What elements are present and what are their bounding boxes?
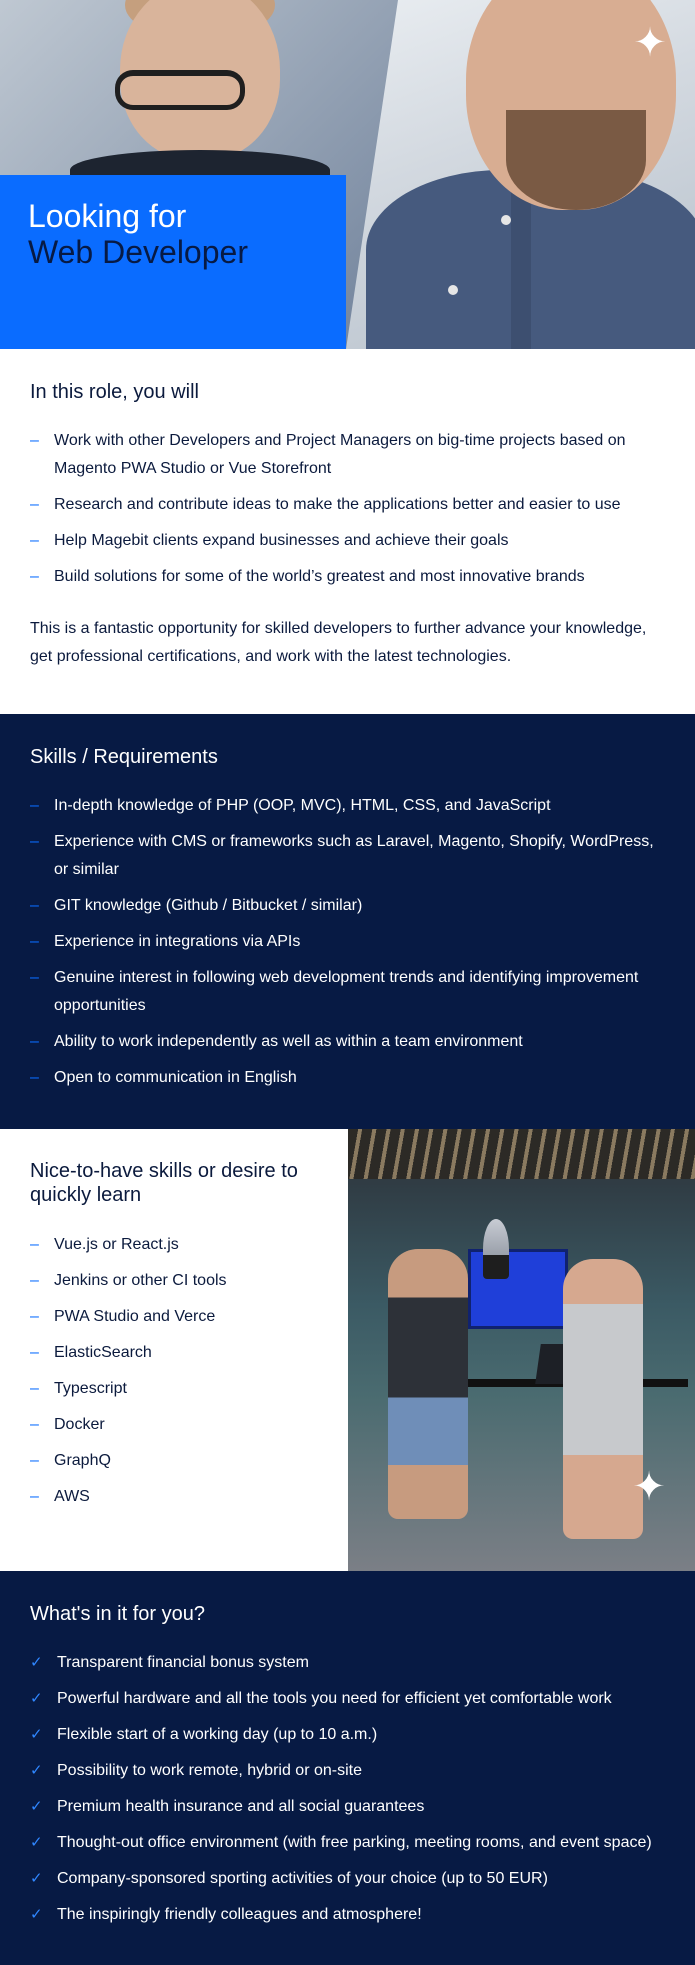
person-woman: [563, 1259, 643, 1539]
person-man: [388, 1249, 468, 1519]
check-icon: ✓: [30, 1870, 43, 1887]
list-item: – In-depth knowledge of PHP (OOP, MVC), HTML, CSS, and JavaScript: [30, 792, 665, 820]
list-item: ✓ Premium health insurance and all social guarantees: [30, 1793, 665, 1821]
list-item: ✓ Company-sponsored sporting activities of your choice (up to 50 EUR): [30, 1865, 665, 1893]
list-item: – GIT knowledge (Github / Bitbucket / similar): [30, 892, 665, 920]
role-section: [0, 349, 695, 714]
check-icon: ✓: [30, 1762, 43, 1779]
title-line-1: Looking for: [28, 198, 187, 234]
dash-icon: –: [30, 833, 39, 850]
page-title: [28, 198, 328, 270]
list-item: – ElasticSearch: [30, 1339, 665, 1367]
dash-icon: –: [30, 797, 39, 814]
skills-heading: Skills / Requirements: [30, 746, 218, 768]
skills-list: [30, 792, 665, 1092]
hero-banner: [0, 0, 695, 349]
dash-icon: –: [30, 1416, 39, 1433]
dash-icon: –: [30, 1344, 39, 1361]
sparkle-icon: ✦: [633, 21, 667, 65]
list-item: – Genuine interest in following web development trends and identifying improvement opportunities: [30, 964, 665, 1020]
nice-to-have-section: [0, 1129, 695, 1571]
perks-list: [30, 1649, 665, 1929]
list-item: ✓ Transparent financial bonus system: [30, 1649, 665, 1677]
role-heading: In this role, you will: [30, 381, 199, 403]
dash-icon: –: [30, 1488, 39, 1505]
dash-icon: –: [30, 532, 39, 549]
list-item: – Work with other Developers and Project Managers on big-time projects based on Magento PWA Studio or Vue Storefront: [30, 427, 665, 483]
list-item: – Vue.js or React.js: [30, 1231, 665, 1259]
list-item: – Experience in integrations via APIs: [30, 928, 665, 956]
dash-icon: –: [30, 897, 39, 914]
dash-icon: –: [30, 1236, 39, 1253]
list-item: ✓ The inspiringly friendly colleagues and atmosphere!: [30, 1901, 665, 1929]
dash-icon: –: [30, 1452, 39, 1469]
list-item: – AWS: [30, 1483, 665, 1511]
dash-icon: –: [30, 496, 39, 513]
list-item: – GraphQ: [30, 1447, 665, 1475]
list-item: ✓ Powerful hardware and all the tools you need for efficient yet comfortable work: [30, 1685, 665, 1713]
list-item: – Jenkins or other CI tools: [30, 1267, 665, 1295]
dash-icon: –: [30, 1380, 39, 1397]
list-item: ✓ Thought-out office environment (with free parking, meeting rooms, and event space): [30, 1829, 665, 1857]
list-item: ✓ Possibility to work remote, hybrid or on-site: [30, 1757, 665, 1785]
check-icon: ✓: [30, 1726, 43, 1743]
trophy-icon: [483, 1219, 509, 1279]
list-item: ✓ Flexible start of a working day (up to 10 a.m.): [30, 1721, 665, 1749]
check-icon: ✓: [30, 1798, 43, 1815]
dash-icon: –: [30, 969, 39, 986]
role-paragraph: This is a fantastic opportunity for skilled developers to further advance your knowledge, get professional certifications, and work with the latest technologies.: [30, 620, 647, 665]
check-icon: ✓: [30, 1906, 43, 1923]
perks-section: [0, 1571, 695, 1965]
glasses: [115, 70, 245, 110]
sparkle-icon: ✦: [632, 1465, 666, 1509]
nice-heading: Nice-to-have skills or desire to quickly learn: [30, 1160, 298, 1206]
office-photo: [348, 1129, 695, 1571]
list-item: – Docker: [30, 1411, 665, 1439]
dash-icon: –: [30, 1272, 39, 1289]
title-line-2: Web Developer: [28, 234, 248, 270]
dash-icon: –: [30, 1308, 39, 1325]
dash-icon: –: [30, 1069, 39, 1086]
list-item: – Experience with CMS or frameworks such as Laravel, Magento, Shopify, WordPress, or similar: [30, 828, 665, 884]
list-item: – Build solutions for some of the world’s greatest and most innovative brands: [30, 563, 665, 591]
check-icon: ✓: [30, 1834, 43, 1851]
list-item: – Ability to work independently as well as within a team environment: [30, 1028, 665, 1056]
list-item: – Typescript: [30, 1375, 665, 1403]
list-item: – Research and contribute ideas to make the applications better and easier to use: [30, 491, 665, 519]
perks-heading: What's in it for you?: [30, 1603, 205, 1625]
list-item: – Help Magebit clients expand businesses and achieve their goals: [30, 527, 665, 555]
list-item: – Open to communication in English: [30, 1064, 665, 1092]
dash-icon: –: [30, 568, 39, 585]
check-icon: ✓: [30, 1654, 43, 1671]
skills-section: [0, 714, 695, 1129]
dash-icon: –: [30, 1033, 39, 1050]
dash-icon: –: [30, 933, 39, 950]
list-item: – PWA Studio and Verce: [30, 1303, 665, 1331]
check-icon: ✓: [30, 1690, 43, 1707]
role-list: [30, 427, 665, 591]
dash-icon: –: [30, 432, 39, 449]
